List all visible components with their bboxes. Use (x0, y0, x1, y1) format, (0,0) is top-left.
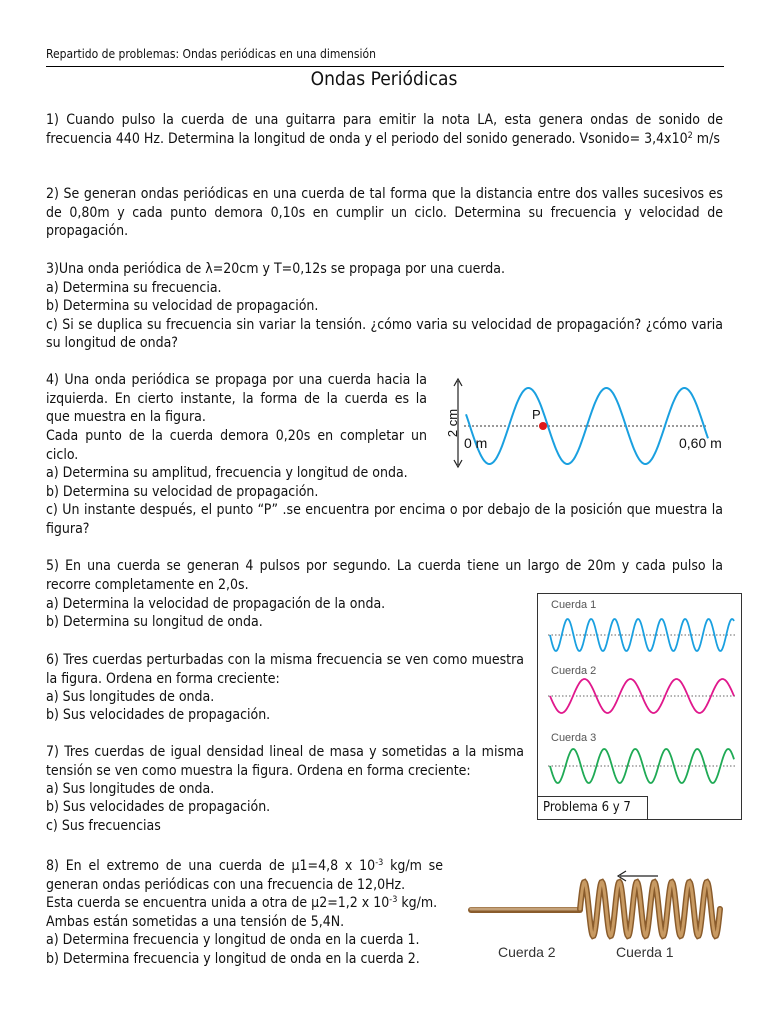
figure-problems-6-7 (537, 593, 742, 820)
wave-figure-problem-4 (440, 376, 730, 476)
problem-6-intro: 6) Tres cuerdas perturbadas con la misma frecuencia se ven como muestra la figura. Ordena en forma creciente: (46, 652, 524, 687)
page-header: Repartido de problemas: Ondas periódicas en una dimensión (46, 47, 376, 61)
cuerda-1-label: Cuerda 1 (551, 599, 597, 611)
problem-1-text: 1) Cuando pulso la cuerda de una guitarra para emitir la nota LA, esta genera ondas de sonido de frecuencia 440 Hz. Determina la longitud de onda y el periodo del sonido generado. Vsonido= 3,4x10 (46, 112, 723, 147)
amplitude-label: 2 cm (445, 408, 460, 438)
problem-8-line-3-exponent: -3 (389, 895, 398, 906)
cuerda-1-caption: Cuerda 1 (616, 944, 674, 960)
problem-1-unit: m/s (692, 130, 720, 147)
problem-8 (46, 857, 443, 969)
problem-8-line-3 (46, 894, 443, 913)
problem-8-part-a: a) Determina frecuencia y longitud de onda en la cuerda 1. (46, 932, 420, 949)
problem-3-part-b: b) Determina su velocidad de propagación. (46, 298, 319, 315)
problem-8-part-b: b) Determina frecuencia y longitud de onda en la cuerda 2. (46, 950, 420, 967)
problem-8-line-1-text: 8) En el extremo de una cuerda de µ1=4,8 x 10 (46, 858, 376, 874)
problem-6-part-b: b) Sus velocidades de propagación. (46, 707, 271, 723)
problem-2: 2) Se generan ondas periódicas en una cuerda de tal forma que la distancia entre dos valles sucesivos es de 0,80m y cada punto demora 0,10s en cumplir un ciclo. Determina su frecuencia y velocidad de propagación. (46, 186, 723, 240)
page-title: Ondas Periódicas (310, 68, 458, 90)
point-p-marker (539, 422, 547, 430)
cuerda-2-label: Cuerda 2 (551, 665, 597, 677)
problem-3-statement: 3)Una onda periódica de λ=20cm y T=0,12s se propaga por una cuerda. (46, 261, 505, 277)
problem-3-part-c: c) Si se duplica su frecuencia sin variar la tensión. ¿cómo varia su velocidad de propagación? ¿cómo varia su longitud de onda? (46, 316, 723, 352)
wave-curve (466, 388, 708, 464)
problem-5-part-a: a) Determina la velocidad de propagación de la onda. (46, 596, 386, 612)
problem-8-line-3-text: Esta cuerda se encuentra unida a otra de µ2=1,2 x 10 (46, 895, 390, 912)
problem-4-intro: 4) Una onda periódica se propaga por una cuerda hacia la izquierda. En cierto instante, la forma de la cuerda es la que muestra en la figura. (46, 372, 427, 426)
problem-8-line-1-exponent: -3 (375, 858, 384, 868)
rope-figure-problem-8 (468, 862, 730, 966)
problem-5-intro: 5) En una cuerda se generan 4 pulsos por segundo. La cuerda tiene un largo de 20m y cada pulso la recorre completamente en 2,0s. (46, 558, 723, 593)
cuerda-3-label: Cuerda 3 (551, 732, 597, 744)
figure-caption: Problema 6 y 7 (538, 796, 648, 819)
problem-5-part-b: b) Determina su longitud de onda. (46, 614, 263, 630)
problem-1 (46, 111, 723, 148)
problem-7-part-c: c) Sus frecuencias (46, 818, 161, 834)
problem-7-part-b: b) Sus velocidades de propagación. (46, 799, 271, 815)
origin-label: 0 m (464, 435, 488, 451)
three-strings-figure (538, 594, 741, 819)
problem-8-line-3-unit: kg/m. (397, 895, 438, 912)
problem-8-line-1-unit: kg/m se (383, 858, 443, 874)
problem-4-part-b: b) Determina su velocidad de propagación. (46, 484, 319, 500)
problem-6-part-a: a) Sus longitudes de onda. (46, 689, 215, 705)
problem-7-part-a: a) Sus longitudes de onda. (46, 781, 215, 797)
problem-1-exponent: 2 (687, 130, 693, 141)
problem-8-line-2: generan ondas periódicas con una frecuencia de 12,0Hz. (46, 876, 406, 893)
length-label: 0,60 m (679, 435, 722, 451)
problem-8-line-4: Ambas están sometidas a una tensión de 5,4N. (46, 913, 345, 930)
problem-7-intro: 7) Tres cuerdas de igual densidad lineal de masa y sometidas a la misma tensión se ven como muestra la figura. Ordena en forma creciente: (46, 744, 524, 779)
problem-4-part-a: a) Determina su amplitud, frecuencia y longitud de onda. (46, 465, 408, 481)
problem-8-line-1 (46, 857, 443, 876)
problem-4-period: Cada punto de la cuerda demora 0,20s en completar un ciclo. (46, 428, 427, 463)
problem-4-part-c: c) Un instante después, el punto “P” .se encuentra por encima o por debajo de la posición que muestra la figura? (46, 502, 723, 537)
cuerda-2-caption: Cuerda 2 (498, 944, 556, 960)
problem-3 (46, 260, 723, 353)
header-rule (46, 66, 724, 67)
point-p-label: P (532, 407, 541, 422)
problem-3-part-a: a) Determina su frecuencia. (46, 279, 222, 296)
